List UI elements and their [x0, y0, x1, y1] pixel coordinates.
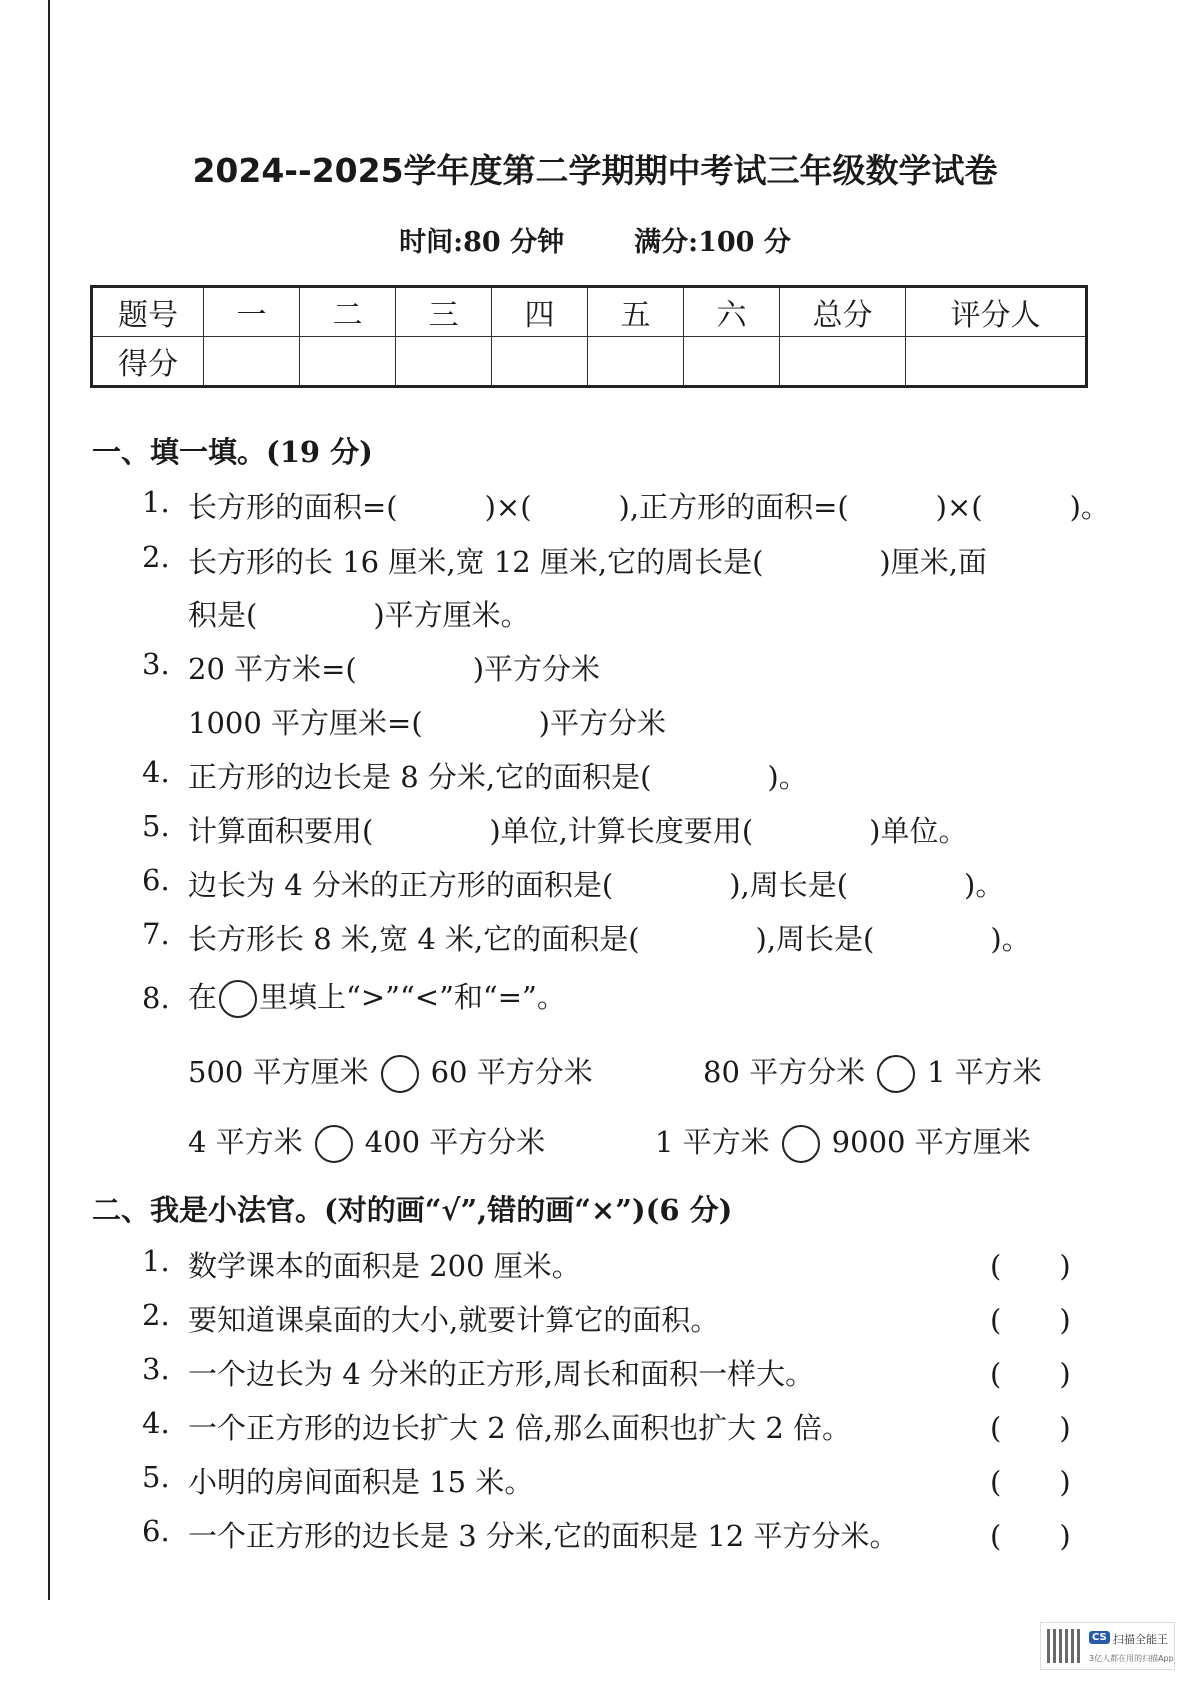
compare-answer-circle[interactable]	[315, 1125, 353, 1163]
score-header-cell: 五	[588, 287, 684, 337]
compare-right: 400 平方分米	[364, 1125, 546, 1159]
time-label: 时间:80 分钟	[399, 227, 565, 258]
question-number: 2.	[142, 540, 170, 574]
compare-right: 9000 平方厘米	[831, 1125, 1031, 1159]
question-number: 4.	[142, 1406, 170, 1440]
question-number: 8.	[142, 981, 170, 1015]
judge-answer-blank[interactable]: ( )	[990, 1303, 1071, 1337]
statement-text: 数学课本的面积是 200 厘米。	[188, 1249, 581, 1283]
question-number: 6.	[142, 863, 170, 897]
compare-left: 500 平方厘米	[188, 1055, 369, 1089]
full-score-label: 满分:100 分	[634, 227, 791, 258]
score-header-cell: 一	[204, 287, 300, 337]
compare-answer-circle[interactable]	[877, 1055, 915, 1093]
exam-title: 2024--2025学年度第二学期期中考试三年级数学试卷	[192, 151, 998, 190]
compare-left: 4 平方米	[188, 1125, 303, 1159]
judge-answer-blank[interactable]: ( )	[990, 1249, 1071, 1283]
compare-left: 80 平方分米	[703, 1055, 866, 1089]
score-header-cell: 题号	[92, 287, 204, 337]
question-number: 1.	[142, 1244, 170, 1278]
question-text	[188, 975, 566, 1018]
question-text: 计算面积要用( )单位,计算长度要用( )单位。	[188, 814, 968, 848]
judge-answer-blank[interactable]: ( )	[990, 1357, 1071, 1391]
question-number: 5.	[142, 1460, 170, 1494]
qr-code-icon	[1047, 1629, 1081, 1663]
compare-item	[703, 1050, 1042, 1093]
question-text: 长方形的面积=( )×( ),正方形的面积=( )×( )。	[188, 490, 1110, 524]
scanner-watermark	[1040, 1622, 1175, 1670]
score-header-cell: 六	[684, 287, 780, 337]
question-number: 1.	[142, 485, 170, 519]
camscanner-logo: CS	[1089, 1631, 1110, 1644]
judge-answer-blank[interactable]: ( )	[990, 1519, 1071, 1553]
section1-heading: 一、填一填。(19 分)	[92, 435, 373, 469]
question-text: 边长为 4 分米的正方形的面积是( ),周长是( )。	[188, 868, 1005, 902]
question-text: 长方形长 8 米,宽 4 米,它的面积是( ),周长是( )。	[188, 922, 1031, 956]
question-number: 7.	[142, 917, 170, 951]
score-cell[interactable]	[780, 337, 906, 387]
question-number: 2.	[142, 1298, 170, 1332]
score-table	[90, 285, 1088, 388]
question-number: 4.	[142, 755, 170, 789]
section2-heading: 二、我是小法官。(对的画“√”,错的画“×”)(6 分)	[92, 1193, 733, 1227]
exam-info	[0, 220, 1190, 259]
score-header-cell: 总分	[780, 287, 906, 337]
score-table-score-row	[92, 337, 1087, 387]
statement-text: 要知道课桌面的大小,就要计算它的面积。	[188, 1303, 720, 1337]
compare-left: 1 平方米	[655, 1125, 770, 1159]
judge-answer-blank[interactable]: ( )	[990, 1411, 1071, 1445]
question-text-continued: 积是( )平方厘米。	[188, 598, 530, 632]
watermark-tagline: 3亿人都在用的扫描App	[1089, 1654, 1174, 1663]
score-header-cell: 评分人	[906, 287, 1087, 337]
watermark-name: 扫描全能王	[1113, 1633, 1168, 1646]
statement-text: 一个正方形的边长扩大 2 倍,那么面积也扩大 2 倍。	[188, 1411, 851, 1445]
compare-right: 1 平方米	[927, 1055, 1042, 1089]
question-text: 20 平方米=( )平方分米	[188, 652, 601, 686]
score-header-cell: 三	[396, 287, 492, 337]
score-cell[interactable]	[300, 337, 396, 387]
question-text-post: 里填上“>”“<”和“=”。	[259, 980, 566, 1014]
compare-item	[188, 1050, 593, 1093]
score-cell[interactable]	[204, 337, 300, 387]
question-text: 长方形的长 16 厘米,宽 12 厘米,它的周长是( )厘米,面	[188, 545, 987, 579]
question-number: 6.	[142, 1514, 170, 1548]
statement-text: 小明的房间面积是 15 米。	[188, 1465, 534, 1499]
score-header-cell: 四	[492, 287, 588, 337]
question-number: 5.	[142, 809, 170, 843]
compare-item	[655, 1120, 1031, 1163]
compare-right: 60 平方分米	[430, 1055, 593, 1089]
compare-circle-icon	[219, 980, 257, 1018]
score-cell[interactable]	[684, 337, 780, 387]
question-text-continued: 1000 平方厘米=( )平方分米	[188, 706, 666, 740]
compare-item	[188, 1120, 545, 1163]
score-table-header-row	[92, 287, 1087, 337]
compare-answer-circle[interactable]	[381, 1055, 419, 1093]
question-number: 3.	[142, 647, 170, 681]
score-cell[interactable]	[492, 337, 588, 387]
statement-text: 一个正方形的边长是 3 分米,它的面积是 12 平方分米。	[188, 1519, 899, 1553]
judge-answer-blank[interactable]: ( )	[990, 1465, 1071, 1499]
question-text: 正方形的边长是 8 分米,它的面积是( )。	[188, 760, 808, 794]
score-cell[interactable]	[588, 337, 684, 387]
score-cell[interactable]	[396, 337, 492, 387]
question-text-pre: 在	[188, 980, 218, 1014]
score-cell[interactable]	[906, 337, 1087, 387]
compare-answer-circle[interactable]	[782, 1125, 820, 1163]
question-number: 3.	[142, 1352, 170, 1386]
statement-text: 一个边长为 4 分米的正方形,周长和面积一样大。	[188, 1357, 815, 1391]
score-header-cell: 二	[300, 287, 396, 337]
score-row-label: 得分	[92, 337, 204, 387]
